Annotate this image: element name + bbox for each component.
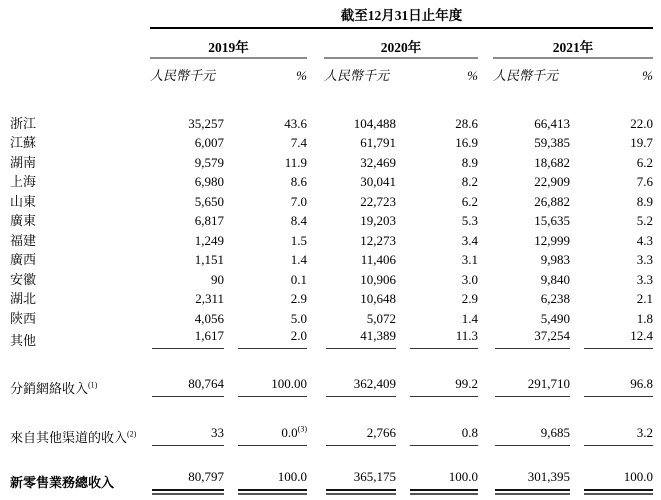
amount-cell: 90 — [211, 271, 224, 287]
underlined-percent: 2.0 — [238, 327, 307, 349]
table-title-row — [10, 4, 653, 28]
year-header-row — [10, 28, 653, 58]
table-title: 截至12月31日止年度 — [150, 4, 653, 28]
underlined-amount: 301,395 — [495, 468, 570, 491]
percent-cell — [570, 424, 653, 446]
column-gap — [307, 249, 324, 269]
spacer-cell — [10, 397, 653, 424]
percent-cell: 4.3 — [636, 232, 653, 248]
column-gap — [307, 327, 324, 349]
table-row-hubei — [10, 288, 653, 308]
percent-cell — [570, 375, 653, 397]
underlined-percent: 100.0 — [238, 468, 307, 491]
column-gap — [478, 424, 493, 446]
row-label: 上海 — [10, 174, 37, 189]
amount-cell: 35,257 — [188, 115, 224, 131]
percent-cell: 7.0 — [290, 193, 307, 209]
spacer-cell — [10, 349, 653, 375]
underlined-amount: 80,797 — [152, 468, 224, 491]
spacer-row — [10, 84, 653, 112]
percent-header: % — [642, 68, 653, 83]
percent-cell: 1.8 — [636, 310, 653, 326]
amount-cell: 1,249 — [194, 232, 224, 248]
underlined-percent: 100.0 — [410, 468, 478, 491]
row-label: 廣東 — [10, 213, 37, 228]
row-label: 福建 — [10, 232, 37, 248]
amount-cell: 9,579 — [194, 154, 224, 170]
column-gap — [478, 375, 493, 397]
table-row-jiangsu — [10, 132, 653, 152]
amount-cell — [493, 327, 570, 349]
unit-row-label-spacer — [10, 58, 150, 84]
amount-cell: 19,203 — [360, 213, 396, 228]
percent-cell: 22.0 — [630, 115, 653, 131]
percent-cell: 28.6 — [455, 115, 478, 131]
underlined-percent: 99.2 — [410, 375, 478, 397]
underlined-percent: 0.8 — [410, 424, 478, 446]
column-gap — [307, 375, 324, 397]
table-row-distribution-network-revenue — [10, 375, 653, 397]
column-gap — [478, 268, 493, 288]
percent-cell: 3.0 — [461, 271, 478, 287]
percent-cell — [570, 327, 653, 349]
percent-cell: 19.7 — [630, 135, 653, 150]
revenue-by-region-table — [10, 4, 653, 491]
underlined-percent: 100.00 — [238, 375, 307, 397]
underlined-amount: 2,766 — [326, 424, 396, 446]
column-gap — [478, 132, 493, 152]
amount-cell: 12,273 — [360, 232, 396, 248]
amount-cell — [493, 424, 570, 446]
amount-cell: 5,490 — [540, 310, 570, 326]
underlined-percent: 100.0 — [584, 468, 653, 491]
column-gap — [478, 210, 493, 230]
column-gap — [478, 151, 493, 171]
underlined-amount: 362,409 — [326, 375, 396, 397]
percent-cell: 8.9 — [636, 193, 653, 209]
title-row-label-spacer — [10, 4, 150, 28]
percent-cell: 8.9 — [461, 154, 478, 170]
amount-cell — [150, 468, 224, 491]
amount-cell — [324, 375, 396, 397]
amount-cell: 2,311 — [195, 291, 224, 306]
year-header-2: 2020年 — [324, 28, 478, 58]
column-gap — [307, 58, 324, 84]
year-header-1: 2019年 — [150, 28, 307, 58]
amount-cell: 104,488 — [353, 115, 396, 131]
column-gap — [478, 468, 493, 491]
percent-cell: 6.2 — [461, 193, 478, 209]
column-gap — [478, 28, 493, 58]
year-header-3: 2021年 — [493, 28, 653, 58]
percent-cell: 11.9 — [284, 154, 307, 170]
table-body — [10, 112, 653, 491]
amount-cell: 9,840 — [540, 271, 570, 287]
underlined-amount: 37,254 — [495, 327, 570, 349]
column-gap — [307, 151, 324, 171]
percent-cell: 1.4 — [461, 310, 478, 326]
spacer-cell — [10, 446, 653, 468]
percent-cell — [224, 424, 307, 446]
column-gap — [478, 190, 493, 210]
underlined-amount: 80,764 — [152, 375, 224, 397]
footnote-marker: (3) — [297, 424, 307, 434]
amount-cell: 5,650 — [194, 193, 224, 209]
amount-cell: 26,882 — [534, 193, 570, 209]
percent-cell: 7.6 — [636, 174, 653, 189]
amount-cell: 9,983 — [540, 252, 570, 267]
underlined-amount: 365,175 — [326, 468, 396, 491]
percent-cell: 2.9 — [290, 291, 307, 306]
percent-cell: 3.3 — [636, 252, 653, 267]
amount-cell — [324, 327, 396, 349]
amount-unit-header: 人民幣千元 — [150, 68, 216, 83]
amount-cell: 22,909 — [534, 174, 570, 189]
amount-cell: 10,906 — [360, 271, 396, 287]
row-label: 江蘇 — [10, 135, 37, 150]
table-row-hunan — [10, 151, 653, 171]
column-gap — [478, 327, 493, 349]
underlined-percent: 96.8 — [584, 375, 653, 397]
footnote-marker: (1) — [88, 380, 98, 390]
table-row-zhejiang — [10, 112, 653, 132]
amount-cell: 11,406 — [360, 252, 396, 267]
percent-cell — [396, 424, 478, 446]
amount-cell: 1,151 — [194, 252, 224, 267]
underlined-amount: 9,685 — [495, 424, 570, 446]
table-row-shaanxi — [10, 307, 653, 327]
table-row-other-channels-revenue — [10, 424, 653, 446]
table-row-anhui — [10, 268, 653, 288]
column-gap — [478, 171, 493, 191]
column-gap — [307, 171, 324, 191]
row-label: 來自其他渠道的收入$^{(2)}$ — [10, 429, 137, 445]
percent-cell: 5.0 — [290, 310, 307, 326]
amount-cell: 6,980 — [194, 174, 224, 189]
row-label: 其他 — [10, 332, 37, 348]
footnote-marker: (2) — [127, 429, 137, 439]
column-gap — [478, 249, 493, 269]
row-label: 分銷網絡收入$^{(1)}$ — [10, 380, 98, 396]
percent-cell: 3.1 — [461, 252, 478, 267]
percent-cell — [224, 327, 307, 349]
amount-cell: 12,999 — [534, 232, 570, 248]
spacer-row — [10, 446, 653, 468]
table-row-others — [10, 327, 653, 349]
amount-unit-header: 人民幣千元 — [324, 68, 390, 83]
column-gap — [307, 132, 324, 152]
year-row-label-spacer — [10, 28, 150, 58]
amount-cell: 6,238 — [540, 291, 570, 306]
amount-cell — [493, 468, 570, 491]
amount-cell: 6,817 — [194, 213, 224, 228]
percent-cell: 8.4 — [290, 213, 307, 228]
percent-cell: 0.1 — [290, 271, 307, 287]
underlined-percent: 12.4 — [584, 327, 653, 349]
underlined-amount: 33 — [152, 424, 224, 446]
column-gap — [307, 229, 324, 249]
column-gap — [307, 28, 324, 58]
amount-cell — [324, 424, 396, 446]
row-label: 山東 — [10, 193, 37, 209]
column-gap — [478, 112, 493, 132]
table-row-total-new-retail-revenue — [10, 468, 653, 491]
underlined-percent: 0.0$^{(3)}$ — [238, 424, 307, 446]
amount-cell: 5,072 — [366, 310, 396, 326]
amount-cell: 6,007 — [194, 135, 224, 150]
percent-cell: 6.2 — [636, 154, 653, 170]
amount-cell — [324, 468, 396, 491]
amount-cell — [150, 424, 224, 446]
percent-cell: 43.6 — [284, 115, 307, 131]
percent-header: % — [467, 68, 478, 83]
spacer-row — [10, 397, 653, 424]
row-label: 廣西 — [10, 252, 37, 267]
table-row-fujian — [10, 229, 653, 249]
amount-cell: 22,723 — [360, 193, 396, 209]
row-label: 新零售業務總收入 — [10, 474, 115, 490]
percent-cell: 1.4 — [290, 252, 307, 267]
column-gap — [478, 307, 493, 327]
underlined-amount: 291,710 — [495, 375, 570, 397]
percent-cell: 3.4 — [461, 232, 478, 248]
spacer-row — [10, 349, 653, 375]
row-label: 安徽 — [10, 271, 37, 287]
row-label: 浙江 — [10, 115, 37, 131]
percent-cell — [396, 327, 478, 349]
percent-cell — [396, 468, 478, 491]
underlined-amount: 1,617 — [152, 327, 224, 349]
percent-header: % — [296, 68, 307, 83]
underlined-percent: 3.2 — [584, 424, 653, 446]
amount-cell — [150, 375, 224, 397]
percent-cell: 1.5 — [290, 232, 307, 248]
underlined-amount: 41,389 — [326, 327, 396, 349]
column-gap — [307, 112, 324, 132]
percent-cell — [570, 468, 653, 491]
amount-unit-header: 人民幣千元 — [493, 68, 559, 83]
column-gap — [307, 424, 324, 446]
amount-cell: 59,385 — [534, 135, 570, 150]
amount-cell: 32,469 — [360, 154, 396, 170]
spacer-cell — [10, 84, 653, 112]
column-gap — [307, 190, 324, 210]
percent-cell: 2.1 — [636, 291, 653, 306]
percent-cell: 3.3 — [636, 271, 653, 287]
amount-cell: 30,041 — [360, 174, 396, 189]
percent-cell: 16.9 — [455, 135, 478, 150]
amount-cell — [150, 327, 224, 349]
column-gap — [307, 210, 324, 230]
amount-cell: 18,682 — [534, 154, 570, 170]
amount-cell: 61,791 — [360, 135, 396, 150]
percent-cell: 5.2 — [636, 213, 653, 228]
column-gap — [307, 468, 324, 491]
percent-cell — [396, 375, 478, 397]
amount-cell: 66,413 — [534, 115, 570, 131]
amount-cell: 15,635 — [534, 213, 570, 228]
percent-cell: 2.9 — [461, 291, 478, 306]
amount-cell — [493, 375, 570, 397]
table-row-shandong — [10, 190, 653, 210]
row-label: 湖北 — [10, 291, 37, 306]
column-gap — [478, 58, 493, 84]
underlined-percent: 11.3 — [410, 327, 478, 349]
column-gap — [307, 268, 324, 288]
percent-cell — [224, 468, 307, 491]
column-gap — [478, 288, 493, 308]
percent-cell: 8.6 — [290, 174, 307, 189]
table-row-shanghai — [10, 171, 653, 191]
row-label: 湖南 — [10, 154, 37, 170]
percent-cell: 7.4 — [290, 135, 307, 150]
percent-cell: 5.3 — [461, 213, 478, 228]
column-gap — [478, 229, 493, 249]
unit-header-row — [10, 58, 653, 84]
column-gap — [307, 307, 324, 327]
table-row-guangdong — [10, 210, 653, 230]
table-row-guangxi — [10, 249, 653, 269]
amount-cell: 4,056 — [194, 310, 224, 326]
column-gap — [307, 288, 324, 308]
percent-cell — [224, 375, 307, 397]
amount-cell: 10,648 — [360, 291, 396, 306]
percent-cell: 8.2 — [461, 174, 478, 189]
row-label: 陝西 — [10, 310, 37, 326]
